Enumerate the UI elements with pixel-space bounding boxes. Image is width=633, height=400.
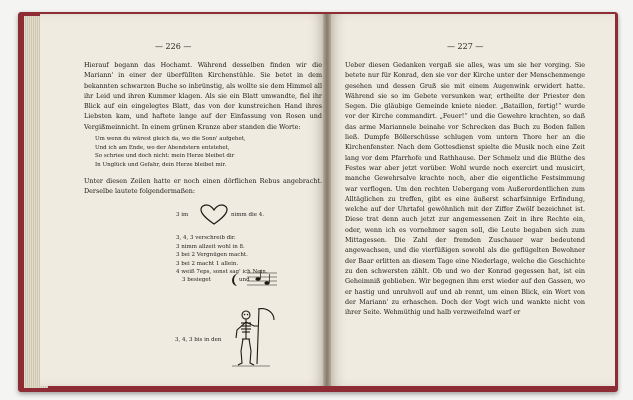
- rebus-line-3a: 3 besieget: [182, 277, 211, 283]
- page-number-right: — 227 —: [447, 42, 484, 51]
- rebus-line-1b: nimm die 4.: [231, 212, 265, 218]
- left-paragraph-1: Hierauf begann das Hochamt. Während desselben finden wir die Mariann' in einer der überfüllten Kirchenstühle. Sie betet in dem bekannten schwarzen Buche so inbrünstig, als wollte sie dem Himmel all ihr Leid und ihren Kummer klagen. Als sie ein Blatt umwandte, fiel ihr Blick auf ein eingelegtes Blatt, das von der kunstreichen Hand ihres Liebsten kam, und haftete lange auf der Einfassung von Rosen und Vergißmeinnicht. In einem grünen Kranze aber standen die Worte:: [84, 61, 322, 131]
- skeleton-with-scythe-icon: [230, 306, 276, 368]
- rebus-line: 4 weiß 7eps, sonst sag' ich Nein.: [176, 269, 268, 275]
- verse-line: So schriee und doch nicht: mein Herze bleibet dir: [95, 153, 235, 160]
- rebus-line: 3, 4, 3 verschreib dir.: [176, 235, 236, 241]
- verse-block: [95, 135, 315, 169]
- heart-icon: [200, 204, 228, 226]
- verse-line: In Unglück und Gefahr, dein Herze bleibet mir.: [95, 161, 227, 168]
- page-number-left: — 226 —: [155, 42, 192, 51]
- rebus-line-1a: 3 im: [176, 212, 189, 218]
- rebus-line-4: 3, 4, 3 bis in den: [175, 337, 222, 343]
- left-page: [40, 14, 327, 386]
- book-gutter: [323, 14, 331, 386]
- right-page: [327, 14, 615, 386]
- rebus-line: 3 bei 2 macht 1 allein.: [176, 260, 239, 267]
- rebus-line: 3 bei 2 Vergnügen macht.: [176, 252, 248, 258]
- music-staff-icon: [245, 269, 279, 291]
- left-paragraph-2: Unter diesen Zeilen hatte er noch einen dörflichen Rebus angebracht. Derselbe lautete folgendermaßen:: [84, 177, 322, 196]
- rebus-line: 3 nimm allzeit wohl in 8.: [176, 243, 245, 250]
- right-paragraph: Ueber diesen Gedanken vergaß sie alles, was um sie her vorging. Sie betete nur für Konrad, den sie vor der Kirche unter der Menschenmenge gesehen und dessen Gruß sie mit einem Augenwink erwidert hatte. Während sie so im Gebete versunken war, ertheilte der Priester den Segen. Die gläubige Gemeinde kniete nieder. „Bataillon, fertig!“ wurde vor der Kirche commandirt. „Feuer!“ und die Gewehre krachten, so daß das arme Mariannele beinahe vor Schrecken das Buch zu Boden fallen ließ. Dumpfe Böllerschüsse schlugen vom untern Thore her an die Kirchenfenster. Nach dem Gottesdienst spielte die Musik noch eine Zeit lang vor dem Pfarrhofe und Rathhause. Der Schmelz und die Blüthe des Festes war aber jetzt vorüber. Wohl wurde noch exercirt und musicirt, manche Gewehrsalve krachte noch, aber die eigentliche Festsimmung war verflogen. Um den rechten Uebergang vom Außerordentlichen zum Alltäglichen zu treffen, gibt es eine äußerst scharfsinnige Erfindung, welche auf der Uhrtafel gewöhnlich mit der Ziffer Zwölf bezeichnet ist. Diese trat denn auch jetzt zur angemessenen Zeit in ihre Rechte ein, oder, wenn ich es vornehmer sagen soll, die Leute begaben sich zum Mittagessen. Die Zahl der fremden Zuschauer war bedeutend angewachsen, und die vierfüßigen sowohl als die geflügelten Bewohner der Baar erlitten an diesem Tage eine Niederlage, welche die Geschichte zu den schwersten zählt. Ob und wo der Konrad gegessen hat, ist ein Geheimniß geblieben. Wir begegnen ihm erst wieder auf den Gassen, wo er hastig und unruhvoll auf und ab rennt, um einen Blick, ein Wort von der Mariann' zu erhaschen. Doch der Vogt wich und wankte nicht von ihrer Seite. Wehmüthig und halb verzweifelnd warf er: [345, 61, 585, 317]
- rebus-line-3b: und: [239, 277, 250, 283]
- verse-line: Und ich am Ende, wo der Abendstern entstehet,: [95, 144, 230, 151]
- verse-line: Um wenn du wärest gleich da, wo die Sonn' aufgehet,: [95, 136, 246, 142]
